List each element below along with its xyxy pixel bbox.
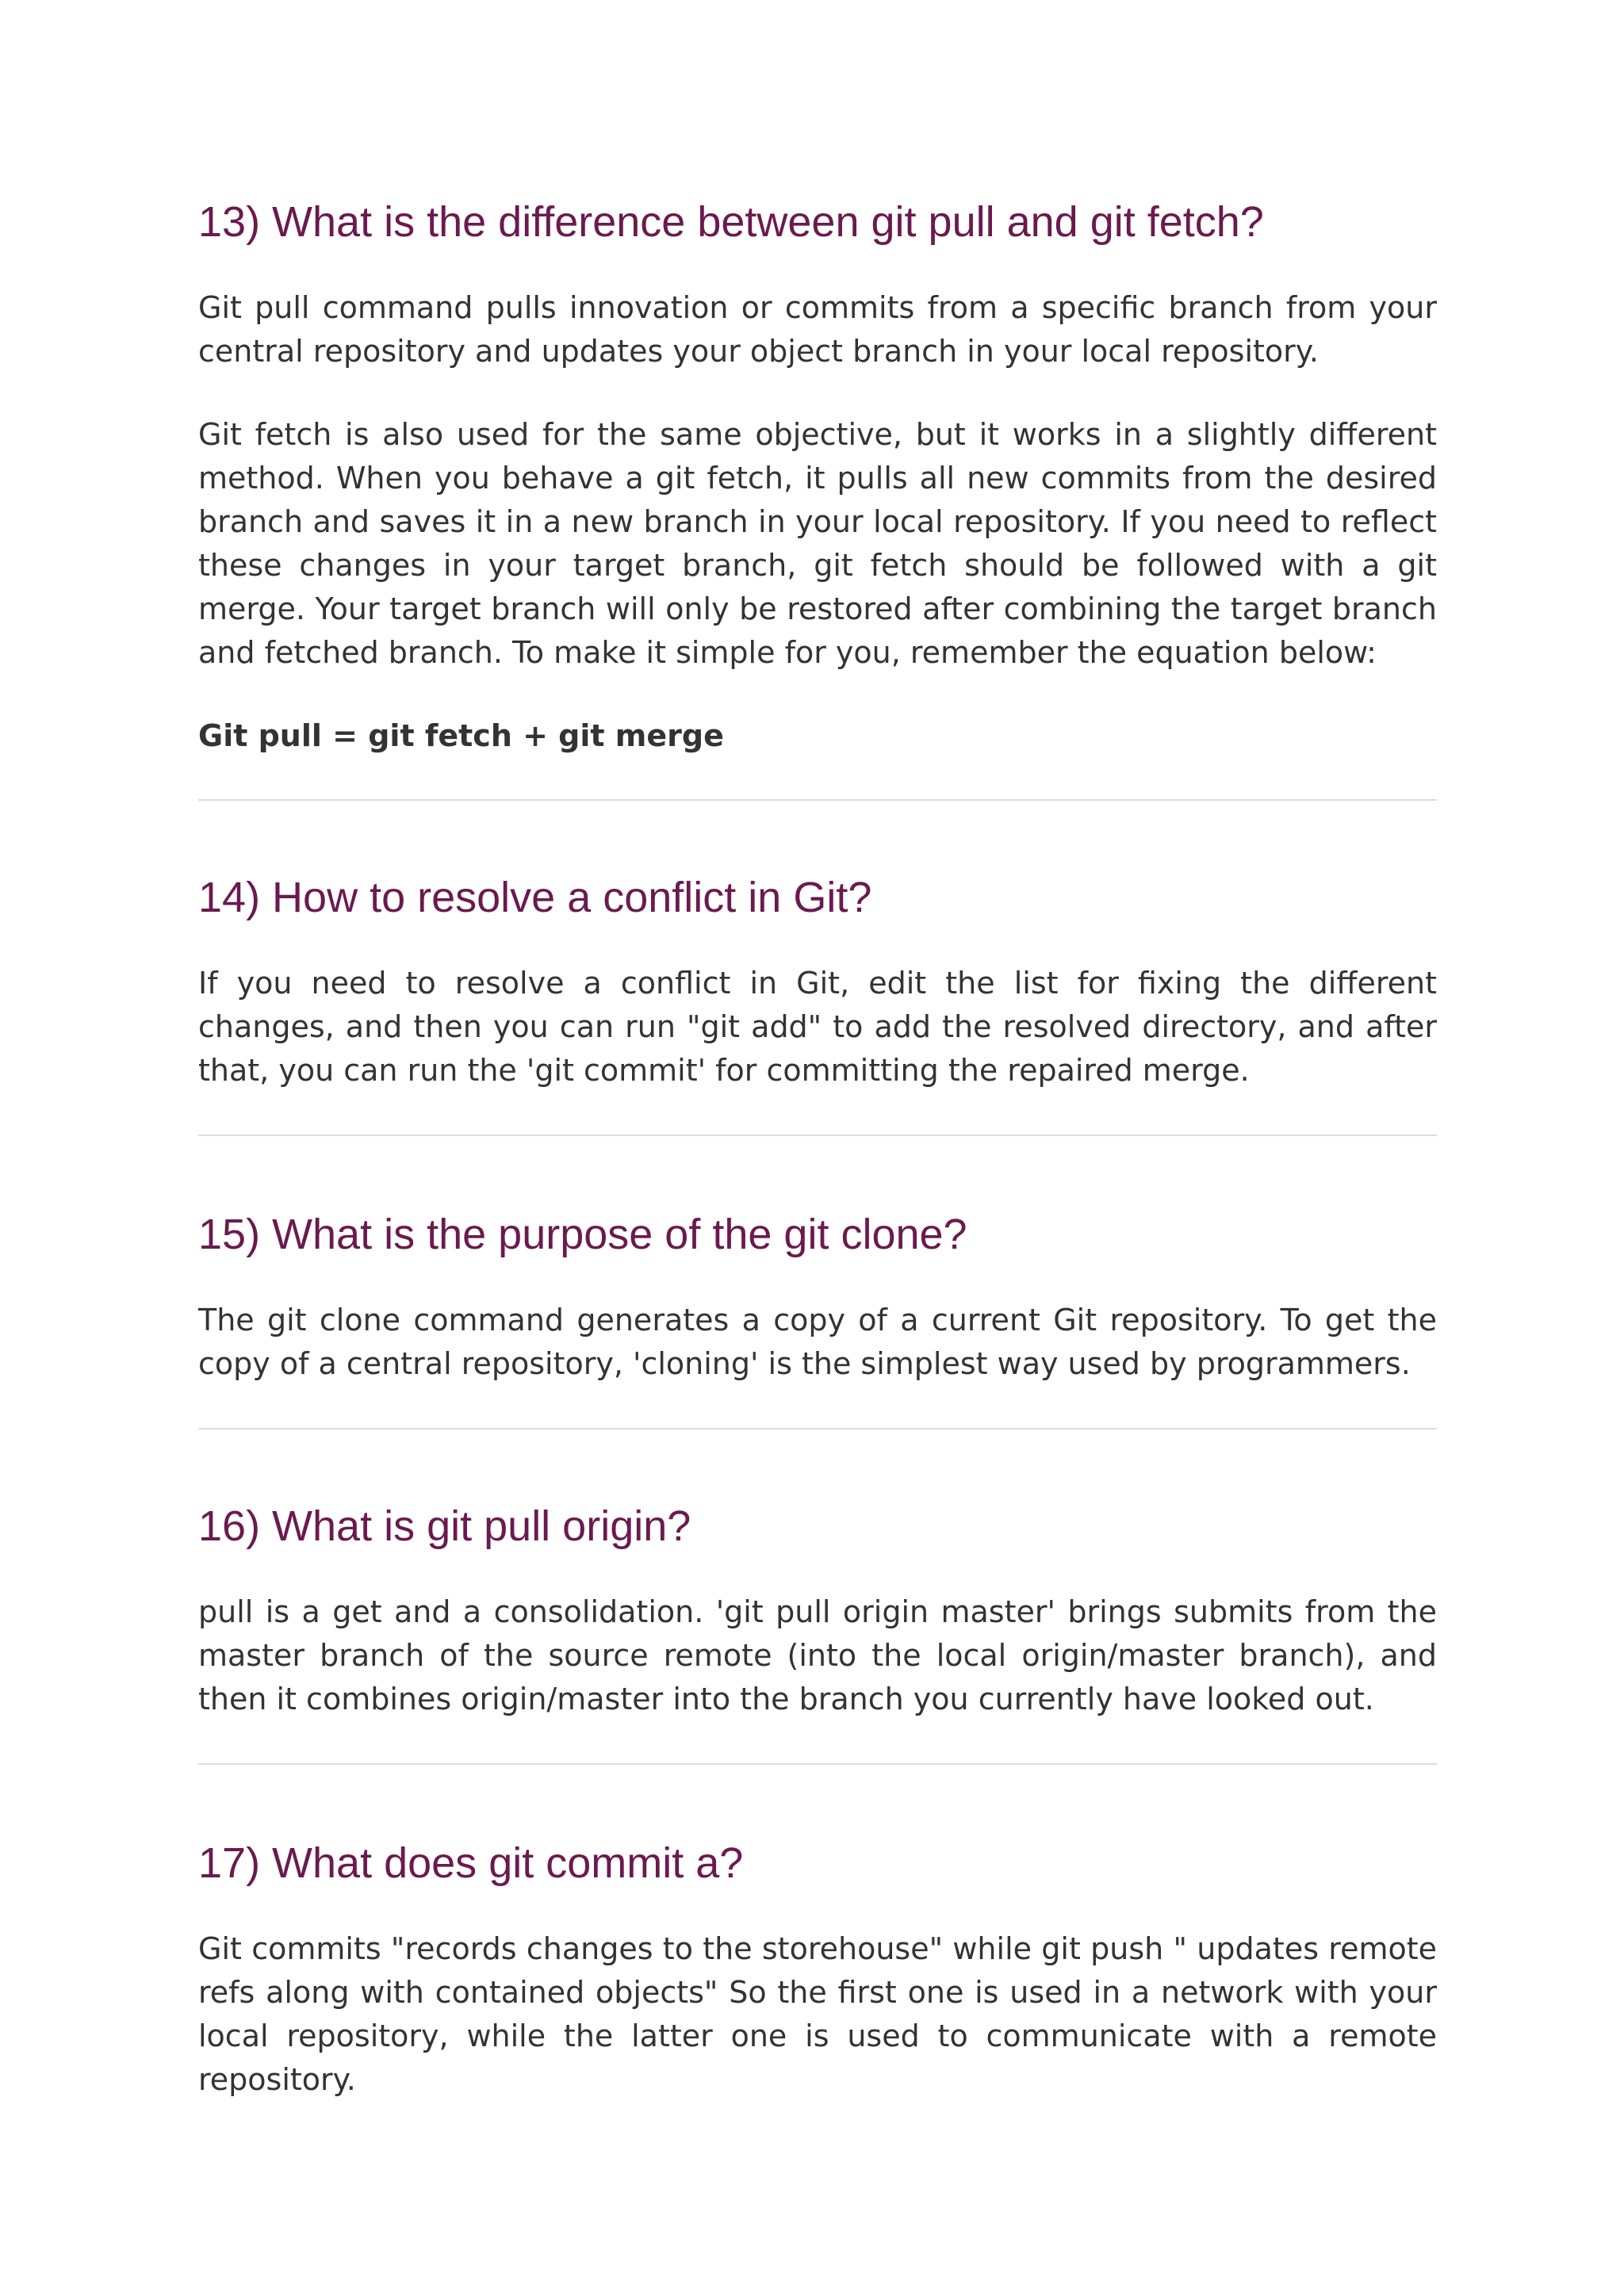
question-14-title: 14) How to resolve a conflict in Git? (198, 874, 872, 921)
section-divider (198, 1135, 1437, 1136)
question-15 (198, 1209, 1437, 1386)
question-16-paragraph-1: pull is a get and a consolidation. 'git pull origin master' brings submits from the master branch of the source remote (into the local origin/master branch), and then it combines origin/master into the branch you currently have looked out. (198, 1594, 1437, 1716)
section-divider (198, 1763, 1437, 1765)
question-13-title: 13) What is the difference between git pull and git fetch? (198, 198, 1264, 246)
question-15-title: 15) What is the purpose of the git clone? (198, 1211, 967, 1258)
question-15-paragraph-1: The git clone command generates a copy of a current Git repository. To get the copy of a central repository, 'cloning' is the simplest way used by programmers. (198, 1302, 1437, 1381)
question-13-paragraph-1: Git pull command pulls innovation or commits from a specific branch from your central repository and updates your object branch in your local repository. (198, 289, 1437, 369)
section-divider (198, 799, 1437, 801)
question-17-paragraph-1: Git commits "records changes to the storehouse" while git push " updates remote refs along with contained objects" So the first one is used in a network with your local repository, while the latter one is used to communicate with a remote repository. (198, 1931, 1437, 2097)
question-14-paragraph-1: If you need to resolve a conflict in Git, edit the list for fixing the different changes, and then you can run "git add" to add the resolved directory, and after that, you can run the 'git commit' for committing the repaired merge. (198, 965, 1437, 1088)
question-14 (198, 872, 1437, 1093)
question-17-title: 17) What does git commit a? (198, 1839, 744, 1887)
question-16 (198, 1501, 1437, 1721)
equation-text: Git pull = git fetch + git merge (198, 718, 724, 753)
question-16-title: 16) What is git pull origin? (198, 1502, 691, 1550)
question-17 (198, 1838, 1437, 2102)
question-13-equation (198, 714, 1437, 758)
question-13 (198, 197, 1437, 758)
question-13-paragraph-2: Git fetch is also used for the same objective, but it works in a slightly different method. When you behave a git fetch, it pulls all new commits from the desired branch and saves it in a new branch in your local repository. If you need to reflect these changes in your target branch, git fetch should be followed with a git merge. Your target branch will only be restored after combining the target branch and fetched branch. To make it simple for you, remember the equation below: (198, 416, 1437, 670)
section-divider (198, 1428, 1437, 1429)
